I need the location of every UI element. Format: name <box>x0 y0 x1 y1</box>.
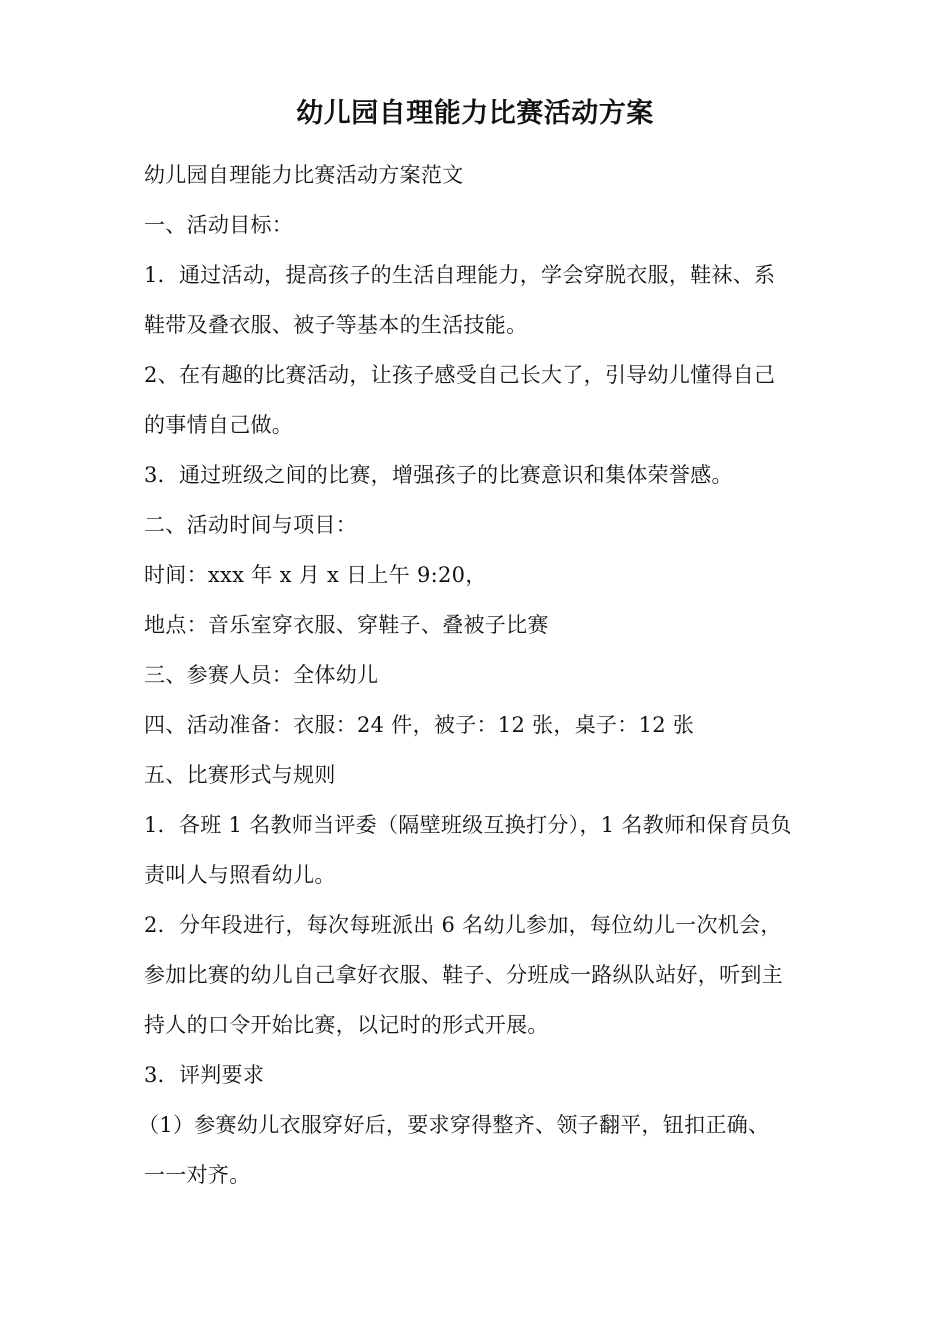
paragraph-line: 2．分年段进行，每次每班派出 6 名幼儿参加，每位幼儿一次机会， <box>144 913 782 937</box>
section-heading-time: 二、活动时间与项目： <box>144 513 357 537</box>
paragraph-line: 参加比赛的幼儿自己拿好衣服、鞋子、分班成一路纵队站好，听到主 <box>144 963 783 987</box>
paragraph-line: 1．通过活动，提高孩子的生活自理能力，学会穿脱衣服，鞋袜、系 <box>144 263 776 287</box>
paragraph-line: 2、在有趣的比赛活动，让孩子感受自己长大了，引导幼儿懂得自己 <box>144 363 776 387</box>
paragraph-line: 的事情自己做。 <box>144 413 294 437</box>
section-heading-preparation: 四、活动准备：衣服：24 件，被子：12 张，桌子：12 张 <box>144 713 695 737</box>
section-heading-rules: 五、比赛形式与规则 <box>144 763 336 787</box>
paragraph-line: 1．各班 1 名教师当评委（隔壁班级互换打分），1 名教师和保育员负 <box>144 813 792 837</box>
paragraph-line: 时间：xxx 年 x 月 x 日上午 9:20， <box>144 563 487 587</box>
paragraph-line: 持人的口令开始比赛，以记时的形式开展。 <box>144 1013 549 1037</box>
document-title: 幼儿园自理能力比赛活动方案 <box>296 98 654 129</box>
paragraph-line: 3．评判要求 <box>144 1063 265 1087</box>
section-heading-goals: 一、活动目标： <box>144 213 294 237</box>
paragraph-line: 一一对齐。 <box>144 1163 251 1187</box>
paragraph-line: 3．通过班级之间的比赛，增强孩子的比赛意识和集体荣誉感。 <box>144 463 733 487</box>
subtitle-line: 幼儿园自理能力比赛活动方案范文 <box>144 163 464 187</box>
paragraph-line: 鞋带及叠衣服、被子等基本的生活技能。 <box>144 313 528 337</box>
paragraph-line: （1）参赛幼儿衣服穿好后，要求穿得整齐、领子翻平，钮扣正确、 <box>138 1113 770 1137</box>
paragraph-line: 责叫人与照看幼儿。 <box>144 863 336 887</box>
section-heading-participants: 三、参赛人员：全体幼儿 <box>144 663 379 687</box>
document-body <box>138 150 824 1200</box>
paragraph-line: 地点：音乐室穿衣服、穿鞋子、叠被子比赛 <box>144 613 549 637</box>
